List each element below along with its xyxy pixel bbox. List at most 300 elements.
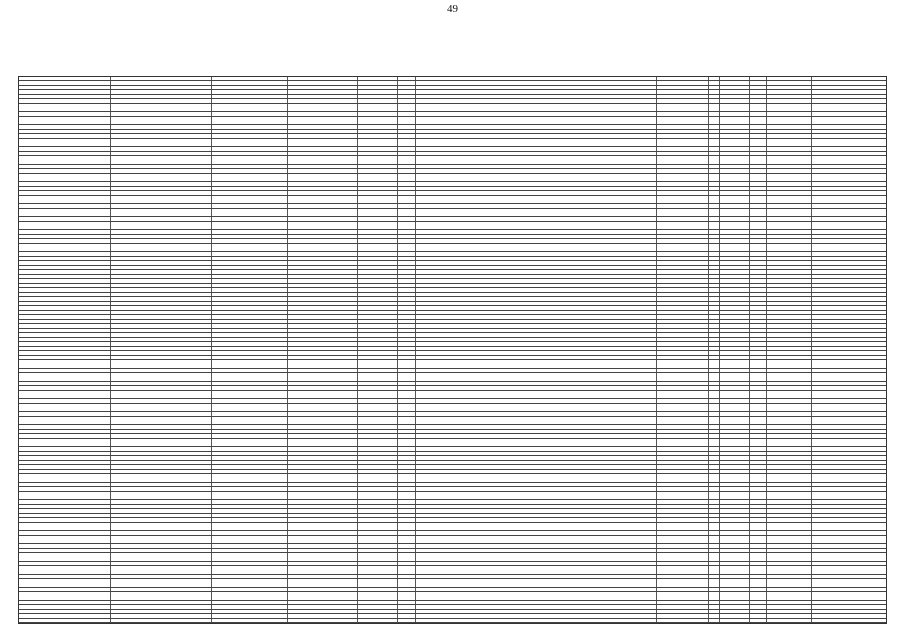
table-cell — [812, 204, 886, 207]
table-cell — [767, 86, 812, 89]
table-cell — [111, 139, 212, 147]
table-cell — [657, 461, 709, 464]
table-cell — [111, 81, 212, 84]
table-cell — [750, 492, 767, 500]
table-cell — [767, 187, 812, 190]
table-cell — [750, 284, 767, 287]
table-cell — [720, 169, 750, 172]
table-cell — [358, 196, 398, 204]
table-row — [19, 553, 886, 562]
table-cell — [416, 191, 657, 194]
table-cell — [812, 222, 886, 230]
table-cell — [19, 204, 111, 207]
table-cell — [111, 329, 212, 332]
table-cell — [657, 518, 709, 521]
table-row — [19, 222, 886, 231]
table-cell — [709, 404, 720, 412]
table-cell — [750, 575, 767, 578]
table-cell — [358, 125, 398, 128]
table-cell — [657, 492, 709, 500]
table-cell — [709, 575, 720, 578]
table-cell — [767, 391, 812, 399]
table-cell — [212, 619, 288, 622]
table-cell — [111, 270, 212, 273]
table-cell — [398, 523, 416, 531]
table-cell — [416, 302, 657, 305]
table-cell — [812, 369, 886, 372]
table-cell — [288, 125, 358, 128]
table-cell — [767, 297, 812, 300]
table-cell — [812, 509, 886, 512]
table-cell — [212, 104, 288, 112]
table-cell — [767, 399, 812, 402]
table-cell — [812, 182, 886, 185]
table-cell — [19, 439, 111, 447]
table-cell — [720, 588, 750, 591]
table-cell — [812, 279, 886, 282]
table-cell — [19, 333, 111, 336]
table-cell — [767, 104, 812, 112]
table-row — [19, 566, 886, 575]
table-cell — [111, 461, 212, 464]
table-cell — [750, 279, 767, 282]
table-cell — [657, 81, 709, 84]
table-cell — [358, 553, 398, 561]
table-cell — [657, 279, 709, 282]
table-cell — [288, 382, 358, 385]
table-cell — [288, 329, 358, 332]
table-cell — [812, 500, 886, 503]
table-cell — [358, 360, 398, 368]
table-cell — [720, 360, 750, 368]
table-cell — [720, 505, 750, 508]
table-cell — [767, 239, 812, 242]
table-cell — [720, 425, 750, 428]
table-cell — [767, 77, 812, 80]
table-cell — [767, 465, 812, 468]
table-cell — [812, 284, 886, 287]
table-cell — [19, 523, 111, 531]
table-cell — [111, 182, 212, 185]
table-cell — [19, 275, 111, 278]
table-cell — [19, 209, 111, 217]
table-cell — [19, 90, 111, 93]
table-cell — [750, 104, 767, 112]
table-cell — [812, 447, 886, 450]
table-cell — [657, 302, 709, 305]
table-cell — [416, 417, 657, 425]
table-cell — [358, 284, 398, 287]
table-cell — [111, 77, 212, 80]
table-cell — [720, 156, 750, 164]
table-cell — [812, 523, 886, 531]
table-cell — [767, 284, 812, 287]
table-cell — [750, 404, 767, 412]
table-cell — [812, 320, 886, 323]
table-cell — [288, 156, 358, 164]
table-cell — [657, 311, 709, 314]
table-cell — [212, 434, 288, 437]
table-cell — [767, 404, 812, 412]
table-cell — [212, 456, 288, 459]
table-cell — [288, 470, 358, 473]
table-cell — [111, 324, 212, 327]
table-cell — [358, 266, 398, 269]
table-cell — [812, 112, 886, 115]
table-cell — [750, 373, 767, 381]
table-cell — [398, 230, 416, 233]
table-cell — [416, 130, 657, 133]
table-cell — [288, 117, 358, 125]
table-cell — [416, 461, 657, 464]
table-cell — [657, 605, 709, 608]
table-cell — [416, 217, 657, 220]
table-cell — [111, 605, 212, 608]
table-cell — [657, 579, 709, 587]
table-cell — [657, 112, 709, 115]
table-cell — [398, 297, 416, 300]
table-cell — [657, 230, 709, 233]
table-cell — [398, 588, 416, 591]
table-cell — [767, 261, 812, 264]
table-cell — [212, 297, 288, 300]
table-cell — [750, 244, 767, 252]
table-cell — [720, 575, 750, 578]
table-cell — [720, 311, 750, 314]
table-cell — [709, 614, 720, 617]
table-cell — [812, 125, 886, 128]
table-cell — [416, 523, 657, 531]
table-cell — [212, 553, 288, 561]
table-cell — [416, 270, 657, 273]
table-cell — [750, 474, 767, 482]
table-cell — [750, 518, 767, 521]
table-cell — [358, 306, 398, 309]
table-cell — [19, 130, 111, 133]
table-cell — [709, 553, 720, 561]
table-cell — [212, 360, 288, 368]
table-cell — [767, 275, 812, 278]
table-cell — [657, 333, 709, 336]
table-cell — [709, 386, 720, 389]
table-cell — [709, 562, 720, 565]
table-cell — [111, 575, 212, 578]
table-cell — [720, 191, 750, 194]
table-cell — [416, 125, 657, 128]
table-cell — [812, 382, 886, 385]
table-cell — [657, 152, 709, 155]
table-cell — [212, 288, 288, 291]
table-cell — [720, 139, 750, 147]
table-cell — [812, 209, 886, 217]
table-cell — [750, 505, 767, 508]
table-cell — [750, 261, 767, 264]
table-cell — [358, 235, 398, 238]
table-cell — [212, 324, 288, 327]
table-cell — [767, 244, 812, 252]
table-cell — [657, 187, 709, 190]
table-cell — [111, 275, 212, 278]
table-cell — [416, 77, 657, 80]
table-cell — [19, 434, 111, 437]
table-cell — [720, 293, 750, 296]
table-cell — [212, 311, 288, 314]
table-cell — [398, 610, 416, 613]
table-cell — [812, 244, 886, 252]
table-cell — [767, 382, 812, 385]
table-cell — [288, 297, 358, 300]
table-cell — [720, 536, 750, 544]
table-cell — [416, 544, 657, 547]
table-cell — [416, 297, 657, 300]
table-cell — [657, 147, 709, 150]
table-cell — [212, 217, 288, 220]
table-cell — [812, 217, 886, 220]
table-cell — [398, 324, 416, 327]
table-cell — [398, 614, 416, 617]
table-cell — [416, 174, 657, 182]
table-cell — [720, 95, 750, 98]
table-cell — [657, 347, 709, 350]
table-cell — [111, 244, 212, 252]
table-cell — [19, 487, 111, 490]
table-cell — [416, 239, 657, 242]
table-cell — [767, 356, 812, 359]
table-cell — [19, 134, 111, 137]
table-cell — [767, 95, 812, 98]
table-cell — [657, 324, 709, 327]
table-cell — [19, 474, 111, 482]
table-cell — [111, 279, 212, 282]
table-cell — [358, 209, 398, 217]
table-cell — [750, 239, 767, 242]
table-cell — [750, 360, 767, 368]
table-cell — [709, 152, 720, 155]
table-cell — [709, 592, 720, 600]
table-cell — [288, 373, 358, 381]
table-cell — [657, 125, 709, 128]
table-cell — [767, 320, 812, 323]
table-cell — [812, 579, 886, 587]
table-cell — [398, 315, 416, 318]
table-cell — [398, 333, 416, 336]
table-cell — [767, 279, 812, 282]
table-cell — [111, 500, 212, 503]
table-row — [19, 373, 886, 382]
table-cell — [812, 605, 886, 608]
table-cell — [212, 284, 288, 287]
table-cell — [19, 588, 111, 591]
table-cell — [709, 588, 720, 591]
table-cell — [709, 134, 720, 137]
table-cell — [709, 487, 720, 490]
table-cell — [416, 360, 657, 368]
table-row — [19, 492, 886, 501]
table-cell — [750, 333, 767, 336]
table-cell — [750, 235, 767, 238]
table-cell — [398, 125, 416, 128]
table-cell — [212, 351, 288, 354]
table-cell — [288, 592, 358, 600]
table-cell — [750, 605, 767, 608]
table-cell — [416, 500, 657, 503]
table-cell — [767, 439, 812, 447]
table-row — [19, 209, 886, 218]
table-cell — [398, 306, 416, 309]
table-cell — [19, 465, 111, 468]
table-cell — [358, 579, 398, 587]
table-cell — [212, 81, 288, 84]
table-cell — [19, 152, 111, 155]
table-cell — [111, 342, 212, 345]
table-cell — [288, 99, 358, 102]
table-cell — [709, 95, 720, 98]
table-cell — [358, 182, 398, 185]
table-cell — [288, 500, 358, 503]
table-cell — [358, 329, 398, 332]
table-cell — [720, 592, 750, 600]
table-cell — [767, 483, 812, 486]
table-cell — [19, 369, 111, 372]
table-cell — [812, 77, 886, 80]
table-cell — [111, 134, 212, 137]
table-cell — [358, 261, 398, 264]
table-cell — [111, 391, 212, 399]
table-cell — [657, 360, 709, 368]
table-cell — [19, 117, 111, 125]
table-cell — [767, 360, 812, 368]
table-cell — [358, 417, 398, 425]
table-cell — [111, 439, 212, 447]
table-cell — [812, 452, 886, 455]
table-cell — [416, 333, 657, 336]
table-cell — [750, 311, 767, 314]
table-cell — [19, 360, 111, 368]
table-cell — [812, 553, 886, 561]
table-cell — [212, 514, 288, 517]
table-cell — [709, 434, 720, 437]
table-cell — [767, 134, 812, 137]
table-cell — [398, 288, 416, 291]
table-cell — [416, 474, 657, 482]
table-cell — [398, 474, 416, 482]
table-cell — [416, 351, 657, 354]
table-cell — [398, 270, 416, 273]
table-cell — [398, 293, 416, 296]
table-cell — [767, 412, 812, 415]
table-cell — [709, 209, 720, 217]
table-cell — [750, 601, 767, 604]
table-cell — [709, 279, 720, 282]
table-cell — [288, 487, 358, 490]
table-cell — [720, 566, 750, 574]
table-cell — [398, 239, 416, 242]
table-cell — [709, 360, 720, 368]
table-cell — [750, 165, 767, 168]
table-cell — [19, 187, 111, 190]
table-cell — [767, 293, 812, 296]
table-cell — [750, 288, 767, 291]
table-cell — [720, 217, 750, 220]
table-cell — [812, 514, 886, 517]
table-cell — [720, 417, 750, 425]
table-cell — [720, 386, 750, 389]
table-cell — [111, 592, 212, 600]
table-cell — [812, 333, 886, 336]
table-cell — [416, 104, 657, 112]
table-cell — [812, 483, 886, 486]
table-cell — [709, 465, 720, 468]
table-cell — [212, 487, 288, 490]
table-cell — [111, 196, 212, 204]
table-cell — [358, 230, 398, 233]
table-cell — [358, 311, 398, 314]
table-cell — [288, 430, 358, 433]
table-cell — [19, 579, 111, 587]
table-cell — [19, 342, 111, 345]
table-cell — [709, 196, 720, 204]
table-cell — [709, 492, 720, 500]
table-cell — [398, 112, 416, 115]
table-cell — [19, 404, 111, 412]
table-cell — [657, 439, 709, 447]
table-cell — [720, 270, 750, 273]
table-cell — [288, 579, 358, 587]
table-cell — [720, 439, 750, 447]
table-cell — [750, 430, 767, 433]
table-cell — [812, 391, 886, 399]
table-cell — [416, 204, 657, 207]
table-cell — [111, 351, 212, 354]
table-cell — [720, 306, 750, 309]
table-cell — [750, 588, 767, 591]
table-cell — [358, 338, 398, 341]
table-cell — [288, 601, 358, 604]
table-cell — [750, 386, 767, 389]
table-cell — [750, 266, 767, 269]
table-cell — [288, 77, 358, 80]
table-cell — [111, 204, 212, 207]
table-cell — [416, 134, 657, 137]
table-cell — [398, 439, 416, 447]
table-cell — [416, 452, 657, 455]
table-cell — [657, 297, 709, 300]
table-cell — [657, 130, 709, 133]
table-cell — [358, 222, 398, 230]
table-cell — [709, 382, 720, 385]
table-cell — [416, 95, 657, 98]
table-cell — [812, 81, 886, 84]
table-cell — [720, 209, 750, 217]
table-cell — [416, 592, 657, 600]
table-row — [19, 156, 886, 165]
table-cell — [288, 284, 358, 287]
table-cell — [812, 412, 886, 415]
table-cell — [111, 156, 212, 164]
table-cell — [767, 509, 812, 512]
table-cell — [288, 112, 358, 115]
table-cell — [720, 204, 750, 207]
table-cell — [358, 500, 398, 503]
table-cell — [812, 588, 886, 591]
table-cell — [812, 610, 886, 613]
table-cell — [657, 156, 709, 164]
table-cell — [19, 470, 111, 473]
table-cell — [657, 549, 709, 552]
table-cell — [767, 347, 812, 350]
table-cell — [358, 257, 398, 260]
table-cell — [720, 404, 750, 412]
